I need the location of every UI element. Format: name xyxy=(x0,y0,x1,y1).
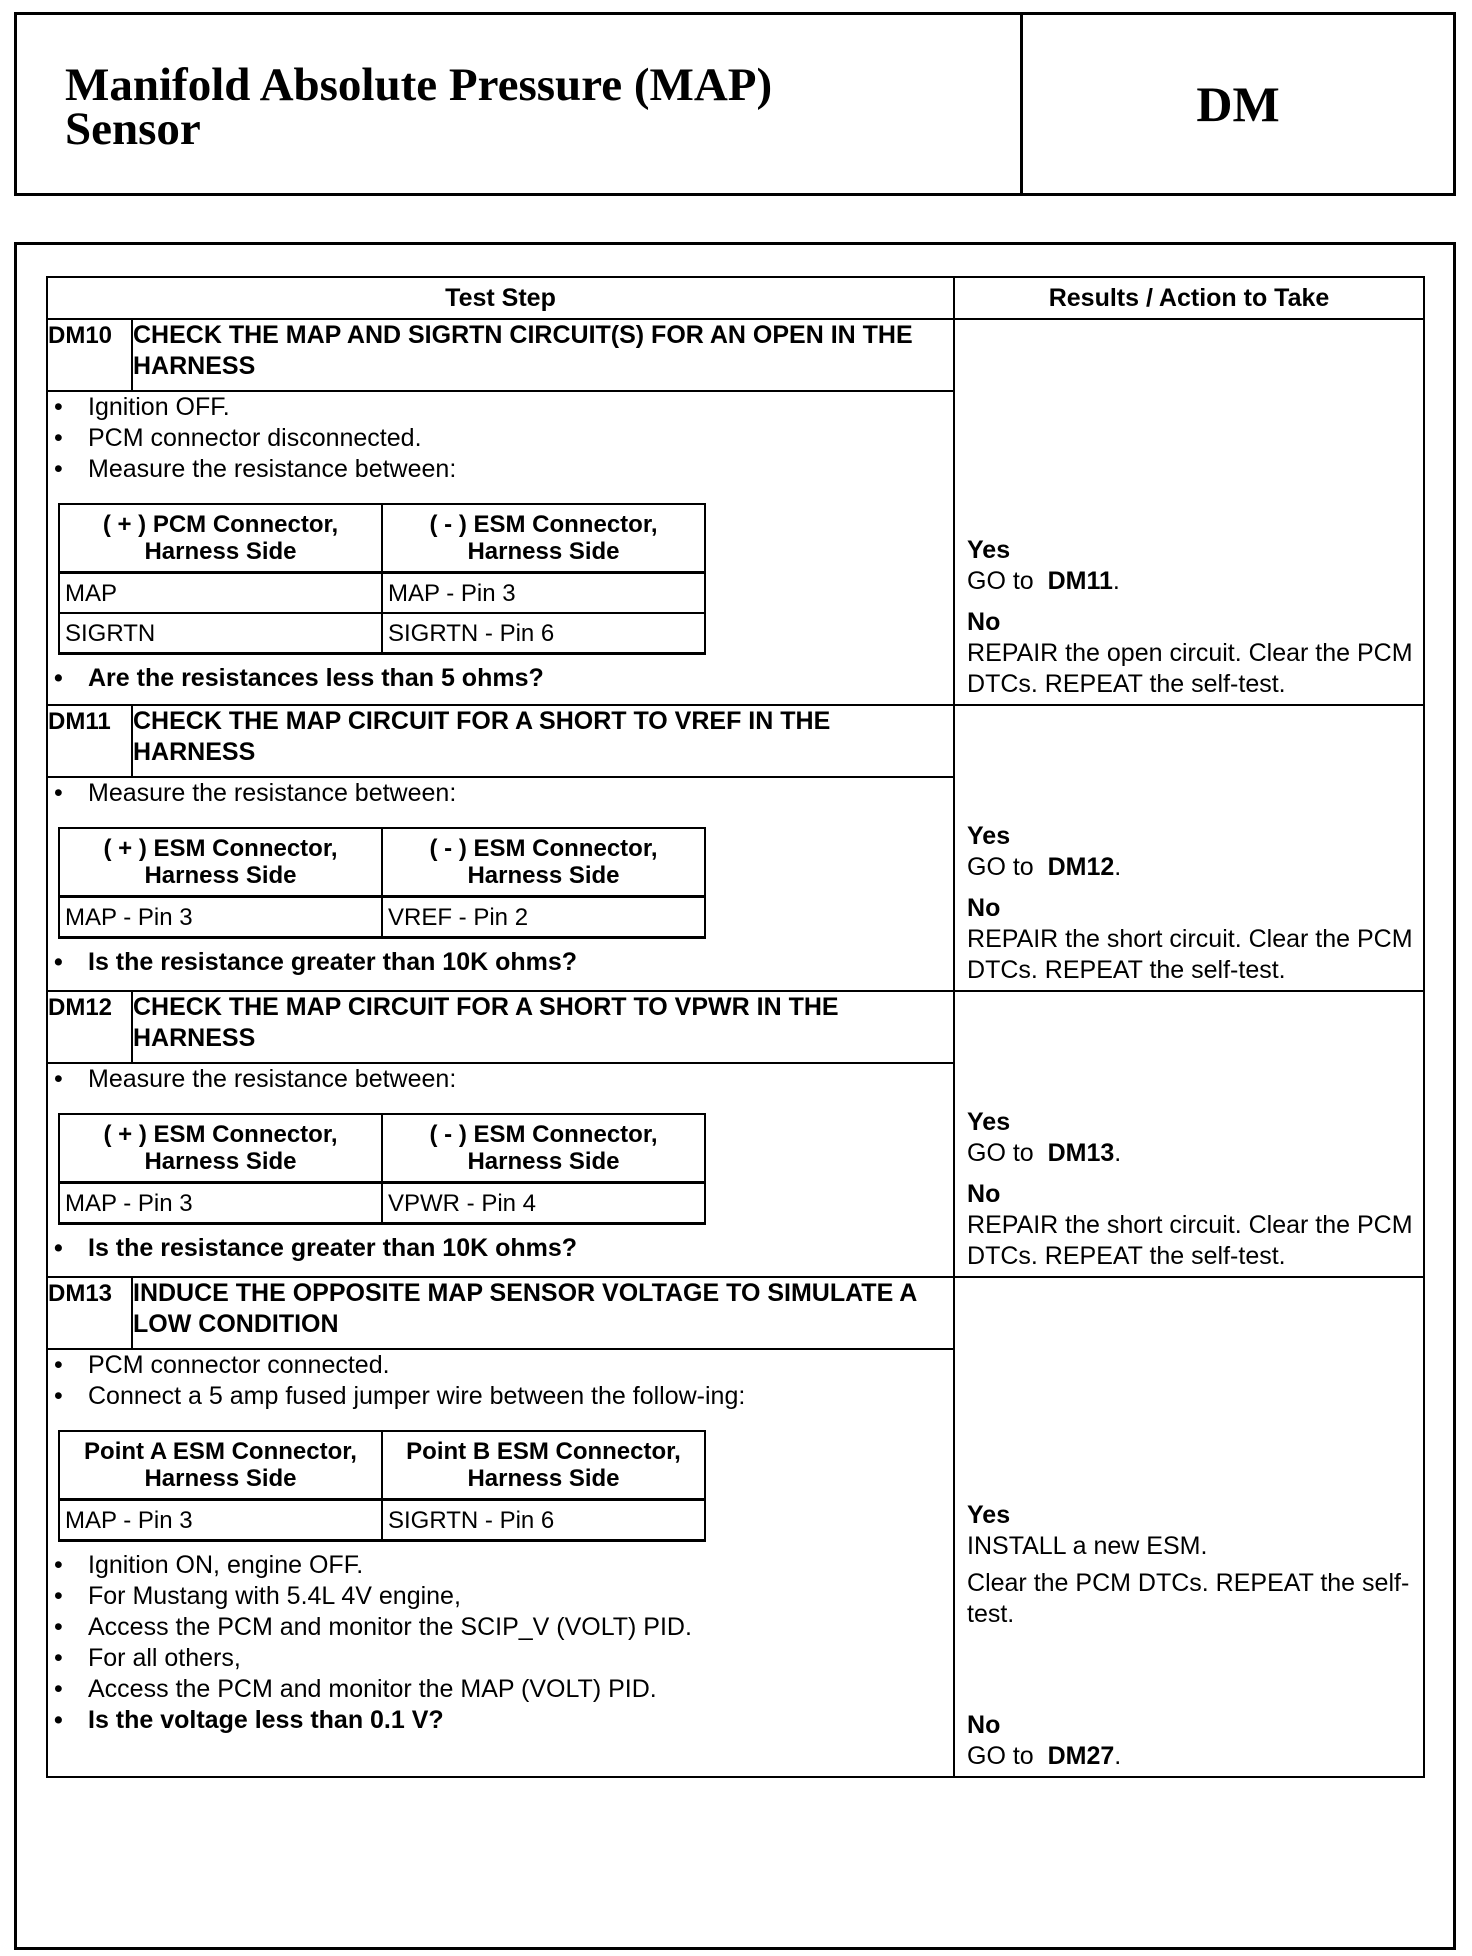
connector-header-negative: ( - ) ESM Connector, Harness Side xyxy=(382,828,705,897)
no-action: REPAIR the open circuit. Clear the PCM DTCs. REPEAT the self-test. xyxy=(967,639,1413,698)
yes-label: Yes xyxy=(967,822,1011,850)
instruction-list xyxy=(48,392,953,485)
step-heading: INDUCE THE OPPOSITE MAP SENSOR VOLTAGE TO SIMULATE A LOW CONDITION xyxy=(132,1277,954,1349)
no-action: REPAIR the short circuit. Clear the PCM DTCs. REPEAT the self-test. xyxy=(967,925,1413,984)
instruction-list xyxy=(48,1350,953,1412)
table-cell: MAP - Pin 3 xyxy=(59,897,382,938)
connector-header-point-b: Point B ESM Connector, Harness Side xyxy=(382,1431,705,1500)
goto-step-link[interactable]: DM27 xyxy=(1047,1742,1115,1770)
table-cell: SIGRTN - Pin 6 xyxy=(382,613,705,654)
list-item: • Access the PCM and monitor the MAP (VOLT) PID. xyxy=(48,1674,953,1705)
list-item: • Measure the resistance between: xyxy=(48,454,953,485)
connector-header-positive: ( + ) ESM Connector, Harness Side xyxy=(59,1114,382,1183)
list-item: • For all others, xyxy=(48,1643,953,1674)
table-cell: VREF - Pin 2 xyxy=(382,897,705,938)
list-item: • Ignition OFF. xyxy=(48,392,953,423)
no-label: No xyxy=(967,1711,1001,1739)
column-header-results: Results / Action to Take xyxy=(954,277,1424,319)
instruction-list xyxy=(48,778,953,809)
list-item: • Measure the resistance between: xyxy=(48,778,953,809)
yes-action: GO to DM11. xyxy=(967,567,1120,595)
list-item: • PCM connector disconnected. xyxy=(48,423,953,454)
step-dm10-heading-row xyxy=(47,319,1424,391)
table-cell: MAP - Pin 3 xyxy=(59,1500,382,1541)
test-step-table xyxy=(46,276,1425,1778)
step-body xyxy=(47,1349,954,1777)
table-cell: SIGRTN xyxy=(59,613,382,654)
step-question: • Is the voltage less than 0.1 V? xyxy=(48,1705,953,1736)
table-cell: MAP xyxy=(59,573,382,614)
table-cell: MAP - Pin 3 xyxy=(382,573,705,614)
step-id: DM11 xyxy=(47,705,132,777)
page-title-line-2: Sensor xyxy=(65,103,201,155)
step-dm11-results xyxy=(954,705,1424,991)
step-heading: CHECK THE MAP AND SIGRTN CIRCUIT(S) FOR AN OPEN IN THE HARNESS xyxy=(132,319,954,391)
list-item: • PCM connector connected. xyxy=(48,1350,953,1381)
step-heading: CHECK THE MAP CIRCUIT FOR A SHORT TO VPWR IN THE HARNESS xyxy=(132,991,954,1063)
step-question: • Is the resistance greater than 10K ohms? xyxy=(48,1233,953,1264)
goto-step-link[interactable]: DM13 xyxy=(1047,1139,1115,1167)
step-dm12-results xyxy=(954,991,1424,1277)
connector-header-negative: ( - ) ESM Connector, Harness Side xyxy=(382,1114,705,1183)
yes-action: GO to DM12. xyxy=(967,853,1122,881)
no-label: No xyxy=(967,1180,1001,1208)
yes-label: Yes xyxy=(967,1108,1011,1136)
step-dm11-heading-row xyxy=(47,705,1424,777)
page-header xyxy=(14,12,1456,196)
step-question: • Is the resistance greater than 10K ohms? xyxy=(48,947,953,978)
connector-header-positive: ( + ) ESM Connector, Harness Side xyxy=(59,828,382,897)
page-title xyxy=(17,15,1023,193)
step-question: • Are the resistances less than 5 ohms? xyxy=(48,663,953,694)
step-id: DM10 xyxy=(47,319,132,391)
connector-table xyxy=(58,1113,706,1225)
no-action: GO to DM27. xyxy=(967,1742,1122,1770)
connector-table xyxy=(58,503,706,655)
step-heading: CHECK THE MAP CIRCUIT FOR A SHORT TO VREF IN THE HARNESS xyxy=(132,705,954,777)
list-item: • For Mustang with 5.4L 4V engine, xyxy=(48,1581,953,1612)
step-body xyxy=(47,391,954,705)
connector-table xyxy=(58,1430,706,1542)
no-label: No xyxy=(967,608,1001,636)
step-dm12-heading-row xyxy=(47,991,1424,1063)
step-dm10-results xyxy=(954,319,1424,705)
table-header-row xyxy=(47,277,1424,319)
step-dm13-results xyxy=(954,1277,1424,1777)
section-code: DM xyxy=(1196,76,1280,132)
no-action: REPAIR the short circuit. Clear the PCM DTCs. REPEAT the self-test. xyxy=(967,1211,1413,1270)
step-body xyxy=(47,1063,954,1277)
page-title-line-1: Manifold Absolute Pressure (MAP) xyxy=(65,59,773,111)
step-body xyxy=(47,777,954,991)
list-item: • Connect a 5 amp fused jumper wire between the follow-ing: xyxy=(48,1381,953,1412)
yes-label: Yes xyxy=(967,536,1011,564)
yes-action: INSTALL a new ESM. xyxy=(967,1532,1208,1560)
yes-label: Yes xyxy=(967,1501,1011,1529)
goto-step-link[interactable]: DM12 xyxy=(1047,853,1115,881)
no-label: No xyxy=(967,894,1001,922)
yes-action: GO to DM13. xyxy=(967,1139,1122,1167)
column-header-test-step: Test Step xyxy=(47,277,954,319)
yes-action-note: Clear the PCM DTCs. REPEAT the self-test. xyxy=(967,1569,1410,1628)
instruction-list xyxy=(48,1064,953,1095)
step-dm13-heading-row xyxy=(47,1277,1424,1349)
goto-step-link[interactable]: DM11 xyxy=(1047,567,1113,595)
connector-table xyxy=(58,827,706,939)
step-id: DM13 xyxy=(47,1277,132,1349)
connector-header-point-a: Point A ESM Connector, Harness Side xyxy=(59,1431,382,1500)
step-id: DM12 xyxy=(47,991,132,1063)
instruction-list xyxy=(48,1550,953,1736)
list-item: • Measure the resistance between: xyxy=(48,1064,953,1095)
table-cell: SIGRTN - Pin 6 xyxy=(382,1500,705,1541)
connector-header-negative: ( - ) ESM Connector, Harness Side xyxy=(382,504,705,573)
list-item: • Access the PCM and monitor the SCIP_V (VOLT) PID. xyxy=(48,1612,953,1643)
list-item: • Ignition ON, engine OFF. xyxy=(48,1550,953,1581)
table-cell: MAP - Pin 3 xyxy=(59,1183,382,1224)
table-cell: VPWR - Pin 4 xyxy=(382,1183,705,1224)
connector-header-positive: ( + ) PCM Connector, Harness Side xyxy=(59,504,382,573)
